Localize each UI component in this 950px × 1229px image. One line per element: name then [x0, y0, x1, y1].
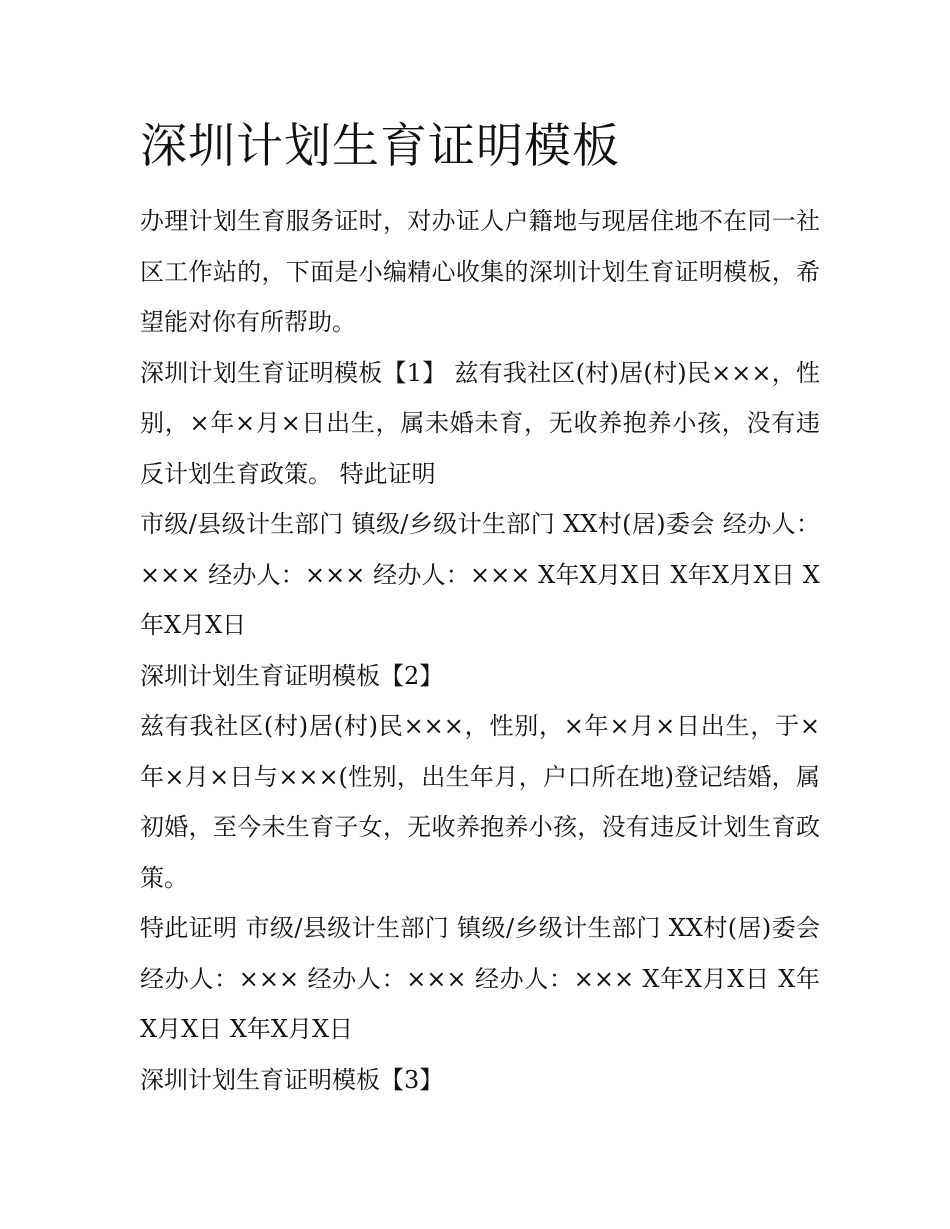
- template-2-signature-paragraph: 特此证明 市级/县级计生部门 镇级/乡级计生部门 XX村(居)委会 经办人：××× 经办人：××× 经办人：××× X年X月X日 X年X月X日 X年X月X日: [140, 914, 820, 1043]
- intro-paragraph: 办理计划生育服务证时，对办证人户籍地与现居住地不在同一社区工作站的，下面是小编精心收集的深圳计划生育证明模板，希望能对你有所帮助。: [140, 207, 820, 336]
- document-title: 深圳计划生育证明模板: [140, 119, 620, 174]
- template-3-heading: 深圳计划生育证明模板【3】: [140, 1065, 444, 1094]
- template-2-heading: 深圳计划生育证明模板【2】: [140, 661, 444, 690]
- template-1-paragraph: 深圳计划生育证明模板【1】 兹有我社区(村)居(村)民×××，性别，×年×月×日出生，属未婚未育，无收养抱养小孩，没有违反计划生育政策。 特此证明: [140, 358, 820, 488]
- template-1-signature-paragraph: 市级/县级计生部门 镇级/乡级计生部门 XX村(居)委会 经办人：××× 经办人：××× 经办人：××× X年X月X日 X年X月X日 X年X月X日: [140, 510, 820, 639]
- template-2-paragraph: 兹有我社区(村)居(村)民×××，性别，×年×月×日出生，于×年×月×日与×××(性别，出生年月，户口所在地)登记结婚，属初婚，至今未生育子女，无收养抱养小孩，没有违反计划生育政策。: [140, 712, 820, 892]
- document-body: [140, 116, 820, 1105]
